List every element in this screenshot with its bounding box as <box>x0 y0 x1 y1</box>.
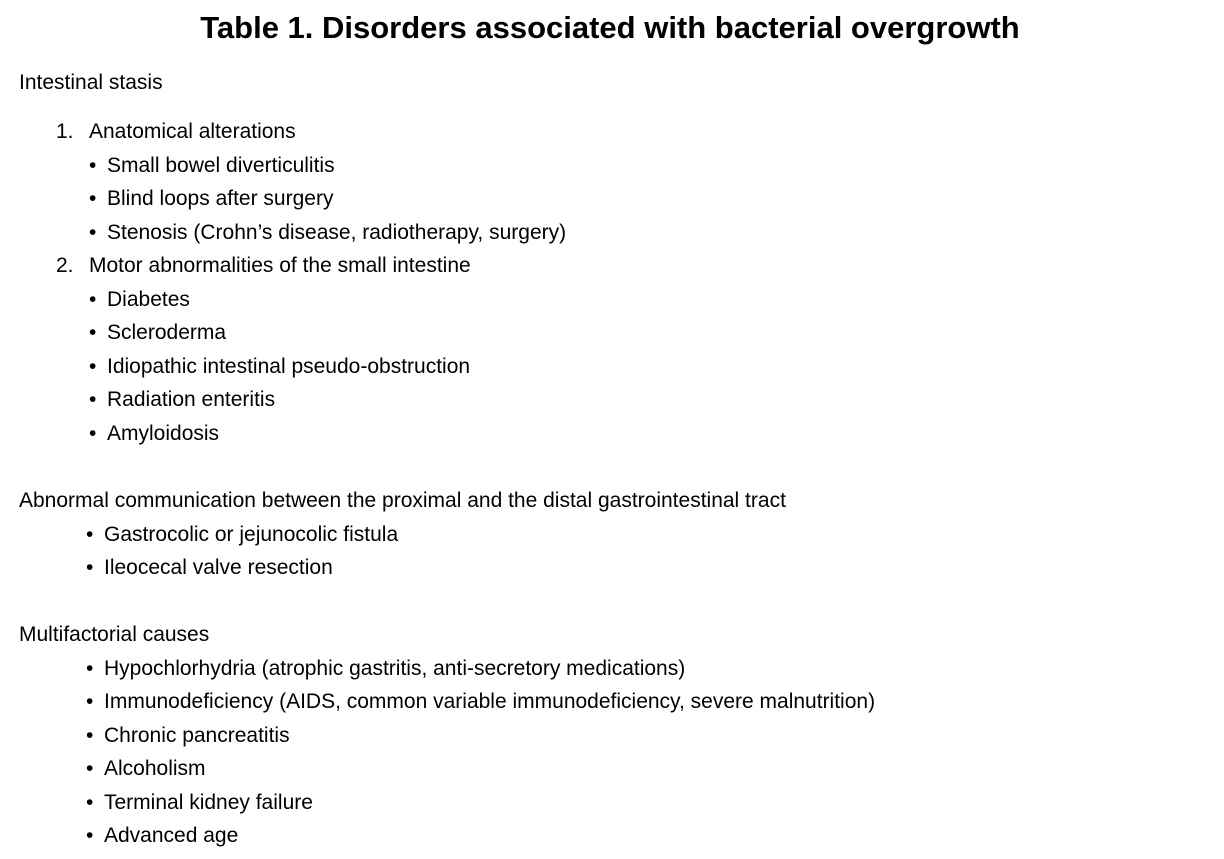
list-item-text: Diabetes <box>107 288 190 311</box>
list-item <box>86 789 313 817</box>
list-item-text: Idiopathic intestinal pseudo-obstruction <box>107 355 471 378</box>
list-item-text: Ileocecal valve resection <box>104 556 333 579</box>
table-title: Table 1. Disorders associated with bacterial overgrowth <box>200 10 1020 45</box>
list-item-text: Advanced age <box>104 824 239 847</box>
bullet-icon: • <box>89 388 97 411</box>
list-item-text: Chronic pancreatitis <box>104 724 290 747</box>
section-heading-intestinal-stasis: Intestinal stasis <box>19 71 163 94</box>
list-item-text: Radiation enteritis <box>107 388 276 411</box>
list-item <box>86 521 398 549</box>
bullet-icon: • <box>86 657 94 680</box>
list-item <box>89 286 190 314</box>
list-number: 1. <box>56 120 74 143</box>
bullet-icon: • <box>89 154 97 177</box>
bullet-icon: • <box>89 321 97 344</box>
list-item-text: Alcoholism <box>104 757 206 780</box>
list-number: 2. <box>56 254 74 277</box>
list-item-text: Blind loops after surgery <box>107 187 334 210</box>
bullet-icon: • <box>89 221 97 244</box>
list-item <box>89 386 275 414</box>
list-item <box>86 822 238 850</box>
list-item <box>89 319 226 347</box>
list-item <box>89 219 566 247</box>
bullet-icon: • <box>86 690 94 713</box>
bullet-icon: • <box>89 187 97 210</box>
section-heading-multifactorial-causes: Multifactorial causes <box>19 623 210 646</box>
bullet-icon: • <box>86 556 94 579</box>
list-item <box>86 755 206 783</box>
list-item-text: Amyloidosis <box>107 422 220 445</box>
list-item-text: Stenosis (Crohn’s disease, radiotherapy, surgery) <box>107 221 567 244</box>
list-item-text: Scleroderma <box>107 321 227 344</box>
list-item <box>86 655 685 683</box>
list-item-text: Hypochlorhydria (atrophic gastritis, anti-secretory medications) <box>104 657 686 680</box>
bullet-icon: • <box>89 355 97 378</box>
list-item <box>89 353 470 381</box>
list-item-text: Terminal kidney failure <box>104 791 313 814</box>
list-item <box>86 554 333 582</box>
bullet-icon: • <box>86 757 94 780</box>
list-item <box>89 185 333 213</box>
bullet-icon: • <box>86 724 94 747</box>
bullet-icon: • <box>86 523 94 546</box>
list-item <box>86 688 875 716</box>
subheading-motor-abnormalities: Motor abnormalities of the small intestine <box>89 254 471 277</box>
list-item <box>89 420 219 448</box>
section-heading-abnormal-communication: Abnormal communication between the proximal and the distal gastrointestinal tract <box>19 489 786 512</box>
bullet-icon: • <box>86 824 94 847</box>
list-item-text: Small bowel diverticulitis <box>107 154 335 177</box>
bullet-icon: • <box>89 288 97 311</box>
list-item <box>89 152 335 180</box>
bullet-icon: • <box>86 791 94 814</box>
list-item <box>86 722 290 750</box>
list-item-text: Gastrocolic or jejunocolic fistula <box>104 523 399 546</box>
bullet-icon: • <box>89 422 97 445</box>
subheading-anatomical-alterations: Anatomical alterations <box>89 120 296 143</box>
list-item-text: Immunodeficiency (AIDS, common variable immunodeficiency, severe malnutrition) <box>104 690 876 713</box>
